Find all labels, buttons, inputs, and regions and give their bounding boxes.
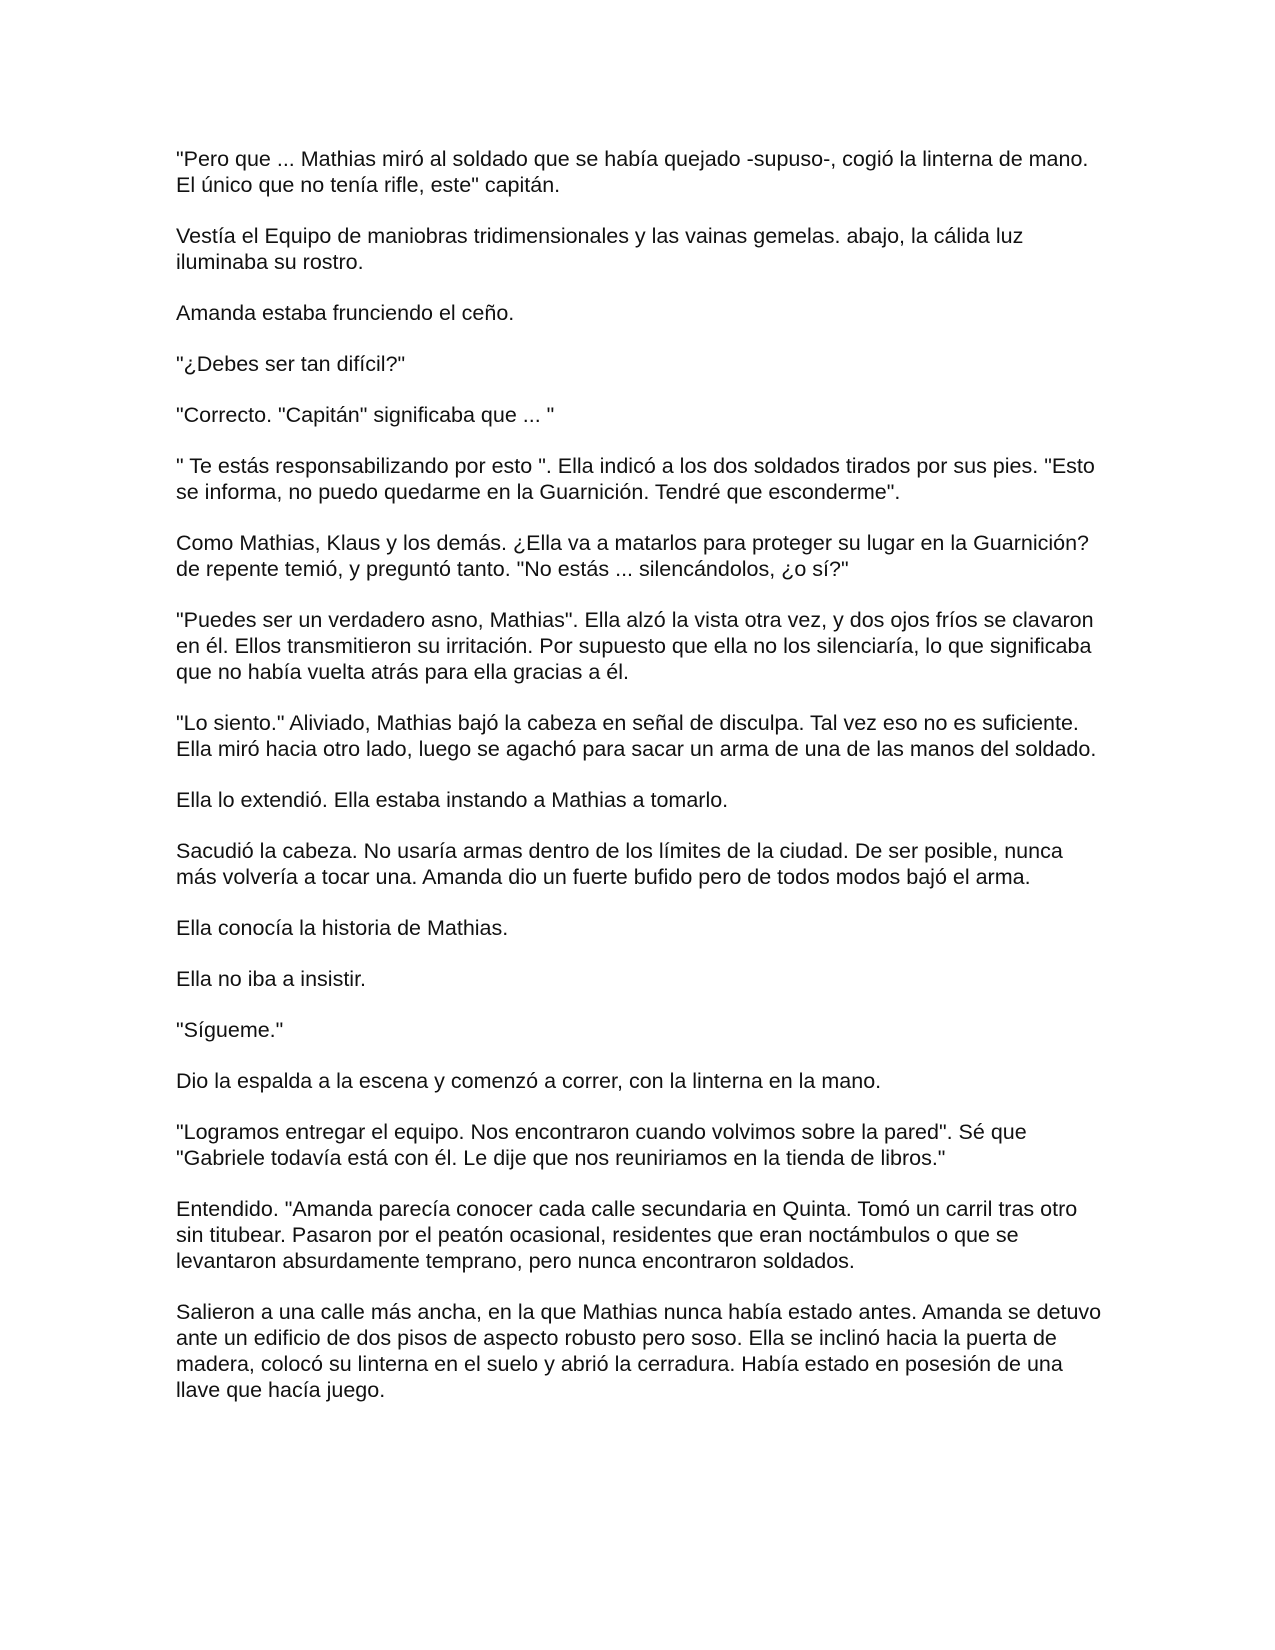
- paragraph-4: "¿Debes ser tan difícil?": [176, 352, 406, 376]
- paragraph-7: Como Mathias, Klaus y los demás. ¿Ella va a matarlos para proteger su lugar en la Guarnición? de repente temió, y preguntó tanto. "No estás ... silencándolos, ¿o sí?": [176, 531, 1089, 581]
- paragraph-12: Ella conocía la historia de Mathias.: [176, 916, 509, 940]
- paragraph-9: "Lo siento." Aliviado, Mathias bajó la cabeza en señal de disculpa. Tal vez eso no es suficiente. Ella miró hacia otro lado, luego se agachó para sacar un arma de una de las manos del soldado.: [176, 711, 1097, 761]
- paragraph-18: Salieron a una calle más ancha, en la que Mathias nunca había estado antes. Amanda se detuvo ante un edificio de dos pisos de aspecto robusto pero soso. Ella se inclinó hacia la puerta de madera, colocó su linterna en el suelo y abrió la cerradura. Había estado en posesión de una llave que hacía juego.: [176, 1300, 1102, 1402]
- paragraph-15: Dio la espalda a la escena y comenzó a correr, con la linterna en la mano.: [176, 1069, 882, 1093]
- paragraph-8: "Puedes ser un verdadero asno, Mathias". Ella alzó la vista otra vez, y dos ojos fríos se clavaron en él. Ellos transmitieron su irritación. Por supuesto que ella no los silenciaría, lo que significaba que no había vuelta atrás para ella gracias a él.: [176, 608, 1094, 684]
- document-page: [176, 146, 1106, 1428]
- paragraph-2: Vestía el Equipo de maniobras tridimensionales y las vainas gemelas. abajo, la cálida luz iluminaba su rostro.: [176, 224, 1024, 274]
- paragraph-1: "Pero que ... Mathias miró al soldado que se había quejado -supuso-, cogió la linterna de mano. El único que no tenía rifle, este" capitán.: [176, 147, 1089, 197]
- paragraph-5: "Correcto. "Capitán" significaba que ... ": [176, 403, 555, 427]
- paragraph-14: "Sígueme.": [176, 1018, 284, 1042]
- paragraph-13: Ella no iba a insistir.: [176, 967, 367, 991]
- paragraph-10: Ella lo extendió. Ella estaba instando a Mathias a tomarlo.: [176, 788, 729, 812]
- paragraph-17: Entendido. "Amanda parecía conocer cada calle secundaria en Quinta. Tomó un carril tras otro sin titubear. Pasaron por el peatón ocasional, residentes que eran noctámbulos o que se levantaron absurdamente temprano, pero nunca encontraron soldados.: [176, 1197, 1078, 1273]
- paragraph-3: Amanda estaba frunciendo el ceño.: [176, 301, 515, 325]
- paragraph-6: " Te estás responsabilizando por esto ". Ella indicó a los dos soldados tirados por sus pies. "Esto se informa, no puedo quedarme en la Guarnición. Tendré que esconderme".: [176, 454, 1095, 504]
- paragraph-16: "Logramos entregar el equipo. Nos encontraron cuando volvimos sobre la pared". Sé que "Gabriele todavía está con él. Le dije que nos reuniriamos en la tienda de libros.": [176, 1120, 1027, 1170]
- paragraph-11: Sacudió la cabeza. No usaría armas dentro de los límites de la ciudad. De ser posible, nunca más volvería a tocar una. Amanda dio un fuerte bufido pero de todos modos bajó el arma.: [176, 839, 1063, 889]
